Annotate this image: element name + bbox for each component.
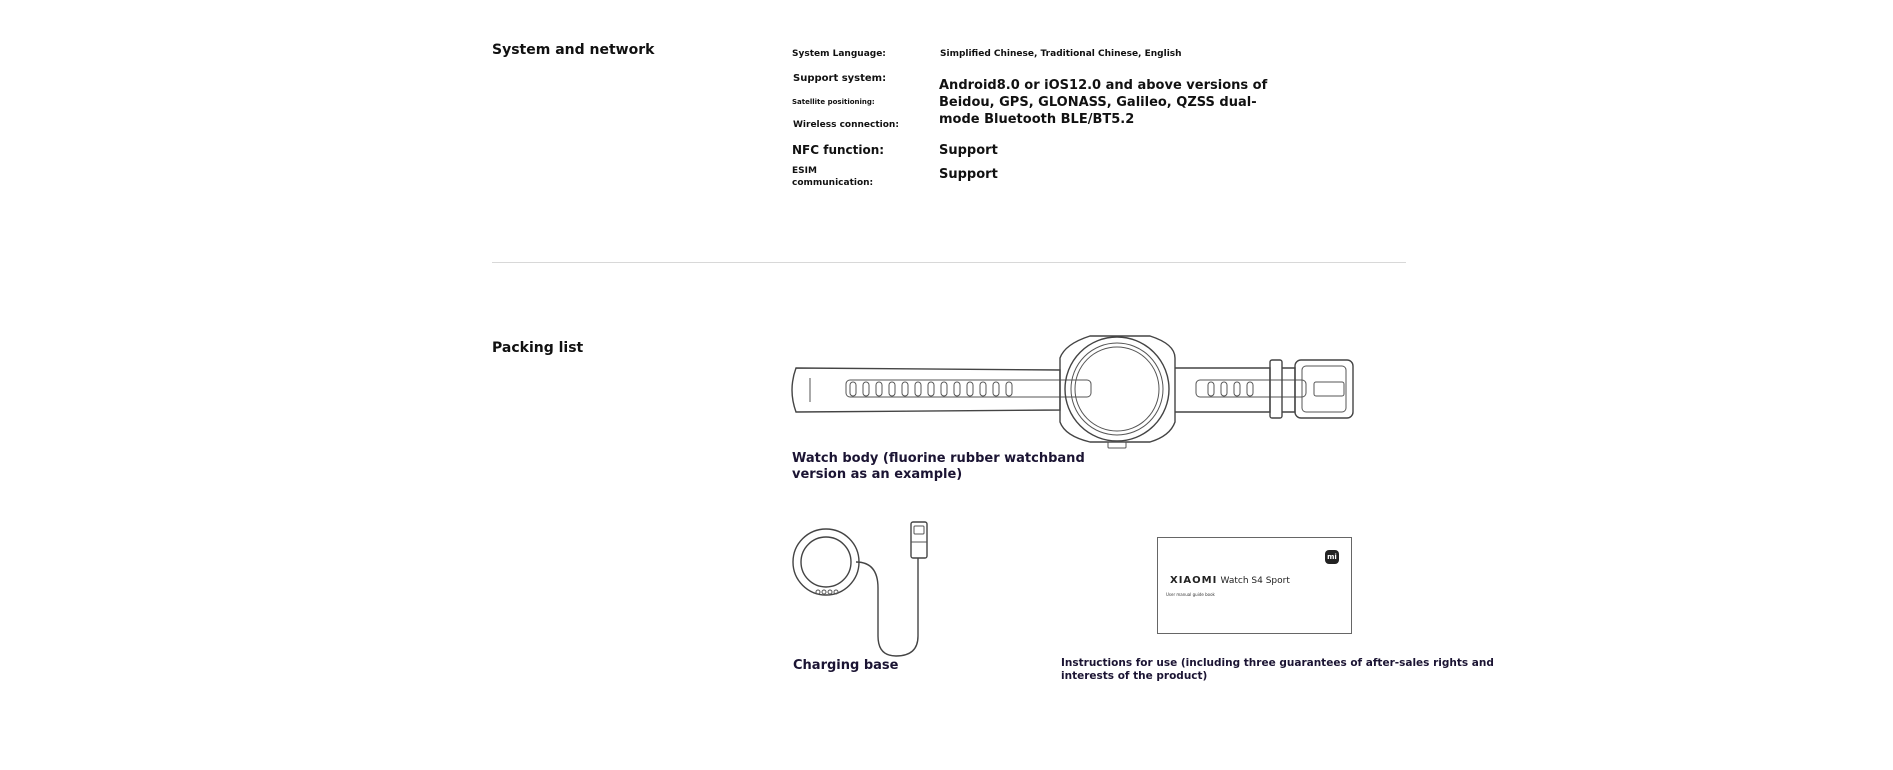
booklet-product: Watch S4 Sport <box>1220 576 1290 586</box>
watch-body-drawing <box>790 330 1360 450</box>
watch-body-caption-line1: Watch body (fluorine rubber watchband <box>792 451 1085 466</box>
spec-label-system-language: System Language: <box>792 49 886 59</box>
section-title-system-network: System and network <box>492 42 655 58</box>
charging-base-caption: Charging base <box>793 658 899 673</box>
spec-value-support-system: Android8.0 or iOS12.0 and above versions of <box>939 78 1268 93</box>
charging-base-drawing <box>790 518 940 658</box>
spec-value-satellite-positioning: Beidou, GPS, GLONASS, Galileo, QZSS dual- <box>939 95 1257 110</box>
spec-value-esim-communication: Support <box>939 167 998 182</box>
spec-value-wireless-connection: mode Bluetooth BLE/BT5.2 <box>939 112 1135 127</box>
watch-body-caption-line2: version as an example) <box>792 467 963 482</box>
mi-logo-icon <box>1325 550 1339 564</box>
instructions-caption-line1: Instructions for use (including three guarantees of after-sales rights and <box>1061 657 1494 669</box>
spec-value-nfc-function: Support <box>939 143 998 158</box>
spec-value-system-language: Simplified Chinese, Traditional Chinese, English <box>940 49 1182 59</box>
section-title-packing-list: Packing list <box>492 340 584 356</box>
booklet-title <box>1170 575 1290 586</box>
spec-label-wireless-connection: Wireless connection: <box>793 120 899 130</box>
spec-label-nfc-function: NFC function: <box>792 143 885 157</box>
instructions-caption-line2: interests of the product) <box>1061 670 1208 682</box>
spec-label-satellite-positioning: Satellite positioning: <box>792 98 875 106</box>
mi-logo-text: mi <box>1327 553 1337 561</box>
section-divider <box>492 262 1406 263</box>
booklet-subtitle: User manual guide book <box>1166 592 1215 597</box>
booklet-brand: XIAOMI <box>1170 575 1218 586</box>
watch-body-caption <box>792 451 1085 483</box>
instruction-booklet <box>1157 537 1352 634</box>
spec-label-support-system: Support system: <box>793 73 887 84</box>
instructions-caption <box>1061 657 1494 683</box>
spec-label-esim-communication: ESIM communication: <box>792 166 874 188</box>
